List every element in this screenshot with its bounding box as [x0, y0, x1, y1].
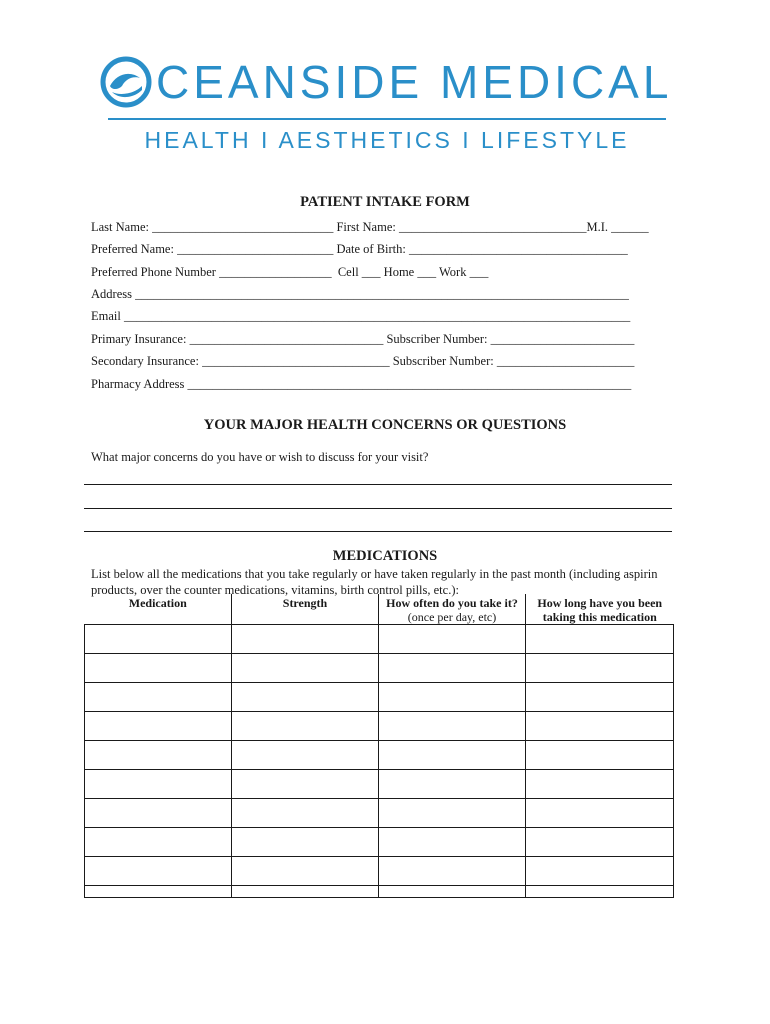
secondary-insurance-fields[interactable]: Secondary Insurance: ______________________________ Subscriber Number: ______________________	[91, 354, 635, 368]
table-cell[interactable]	[526, 770, 674, 799]
table-cell[interactable]	[232, 857, 379, 886]
table-cell[interactable]	[232, 770, 379, 799]
table-cell[interactable]	[379, 625, 526, 654]
table-cell[interactable]	[232, 654, 379, 683]
table-cell[interactable]	[379, 741, 526, 770]
table-cell[interactable]	[526, 886, 674, 898]
table-cell[interactable]	[85, 654, 232, 683]
table-cell[interactable]	[526, 828, 674, 857]
brand-divider	[108, 118, 666, 120]
table-row	[85, 654, 674, 683]
table-row	[85, 741, 674, 770]
duration-column-header: How long have you been taking this medication	[526, 594, 674, 625]
table-cell[interactable]	[232, 828, 379, 857]
table-cell[interactable]	[232, 683, 379, 712]
concerns-answer-line[interactable]	[84, 484, 672, 485]
phone-fields[interactable]: Preferred Phone Number __________________ Cell ___ Home ___ Work ___	[91, 265, 489, 279]
table-row	[85, 712, 674, 741]
table-cell[interactable]	[85, 741, 232, 770]
table-cell[interactable]	[232, 625, 379, 654]
concerns-heading: YOUR MAJOR HEALTH CONCERNS OR QUESTIONS	[203, 417, 567, 433]
table-cell[interactable]	[526, 712, 674, 741]
concerns-answer-line[interactable]	[84, 531, 672, 532]
medications-table-body	[85, 625, 674, 898]
medications-heading: MEDICATIONS	[332, 548, 438, 564]
table-cell[interactable]	[379, 654, 526, 683]
table-cell[interactable]	[232, 799, 379, 828]
table-cell[interactable]	[232, 886, 379, 898]
address-field[interactable]: Address _______________________________________________________________________________	[91, 287, 629, 301]
table-cell[interactable]	[85, 683, 232, 712]
pharmacy-address-field[interactable]: Pharmacy Address _______________________________________________________________________	[91, 377, 632, 391]
form-title: PATIENT INTAKE FORM	[300, 194, 470, 210]
table-cell[interactable]	[85, 886, 232, 898]
frequency-column-header: How often do you take it? (once per day, etc)	[379, 594, 526, 625]
table-cell[interactable]	[85, 712, 232, 741]
table-cell[interactable]	[232, 712, 379, 741]
table-row	[85, 799, 674, 828]
table-row	[85, 683, 674, 712]
table-cell[interactable]	[379, 828, 526, 857]
table-cell[interactable]	[379, 712, 526, 741]
table-row	[85, 886, 674, 898]
strength-column-header: Strength	[232, 594, 379, 625]
table-cell[interactable]	[379, 799, 526, 828]
table-cell[interactable]	[85, 857, 232, 886]
table-cell[interactable]	[379, 857, 526, 886]
table-cell[interactable]	[526, 625, 674, 654]
table-cell[interactable]	[526, 741, 674, 770]
concerns-answer-line[interactable]	[84, 508, 672, 509]
table-cell[interactable]	[526, 683, 674, 712]
table-cell[interactable]	[526, 799, 674, 828]
table-cell[interactable]	[85, 770, 232, 799]
primary-insurance-fields[interactable]: Primary Insurance: _______________________________ Subscriber Number: _______________________	[91, 332, 635, 346]
wave-logo-icon	[100, 56, 152, 108]
medications-instructions: List below all the medications that you take regularly or have taken regularly in the past month (including aspirin products, over the counter medications, vitamins, birth control pills, etc.):	[91, 567, 658, 597]
table-cell[interactable]	[232, 741, 379, 770]
table-cell[interactable]	[85, 828, 232, 857]
table-cell[interactable]	[85, 625, 232, 654]
table-cell[interactable]	[526, 857, 674, 886]
table-cell[interactable]	[526, 654, 674, 683]
brand-name: CEANSIDE MEDICAL	[156, 56, 673, 108]
email-field[interactable]: Email _________________________________________________________________________________	[91, 309, 631, 323]
table-cell[interactable]	[85, 799, 232, 828]
brand-tagline: HEALTH I AESTHETICS I LIFESTYLE	[144, 127, 630, 153]
table-row	[85, 625, 674, 654]
table-cell[interactable]	[379, 770, 526, 799]
concerns-prompt: What major concerns do you have or wish to discuss for your visit?	[91, 450, 429, 464]
name-fields[interactable]: Last Name: _____________________________ First Name: ______________________________M.I. ______	[91, 220, 649, 234]
medications-table	[84, 594, 674, 898]
medication-column-header: Medication	[85, 594, 232, 625]
table-row	[85, 828, 674, 857]
preferred-name-dob-fields[interactable]: Preferred Name: _________________________ Date of Birth: ___________________________________	[91, 242, 628, 256]
table-row	[85, 770, 674, 799]
table-row	[85, 857, 674, 886]
table-cell[interactable]	[379, 886, 526, 898]
table-cell[interactable]	[379, 683, 526, 712]
